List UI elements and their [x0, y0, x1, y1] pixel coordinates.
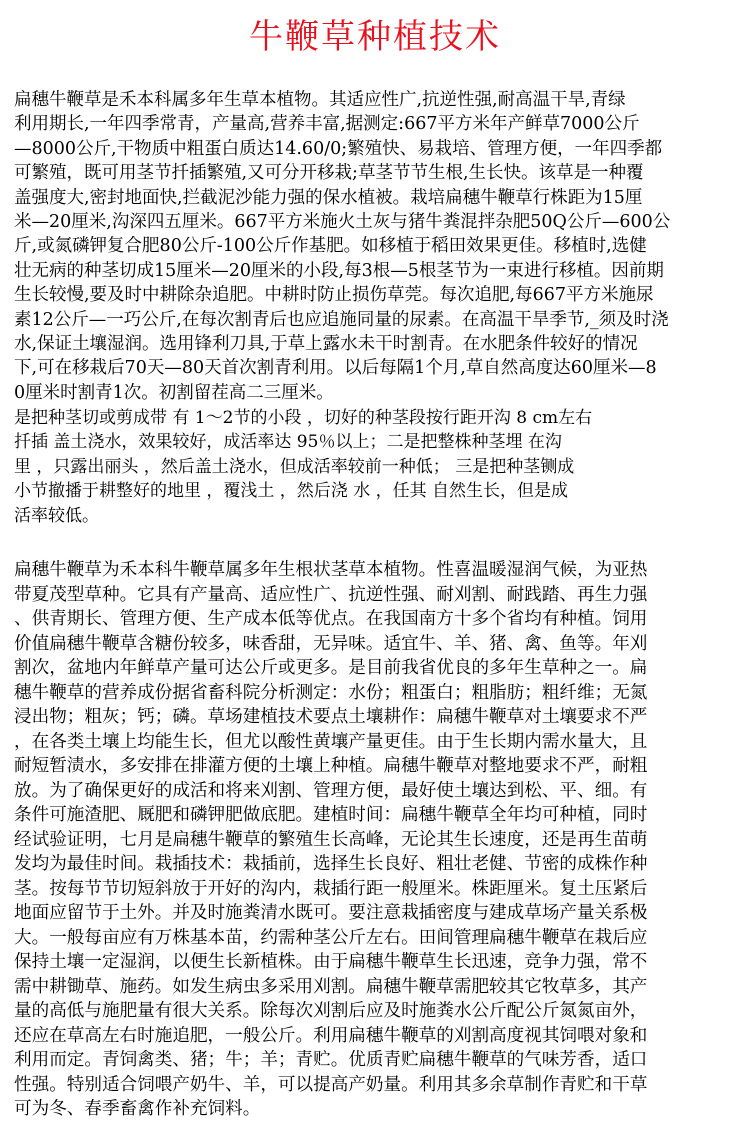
text-line: 下,可在移栽后70天—80天首次割青利用。以后每隔1个月,草自然高度达60厘米—8 [14, 358, 657, 379]
text-line: 发均为最佳时间。栽插技术：栽插前，选择生长良好、粗壮老健、节密的成株作种 [14, 854, 648, 874]
paragraph-cultivation-details [14, 558, 736, 1122]
text-line: 斤,或氮磷钾复合肥80公斤-100公斤作基肥。如移植于稻田效果更佳。移植时,选健 [14, 236, 647, 257]
text-line: 性强。特别适合饲喂产奶牛、羊，可以提高产奶量。利用其多余草制作青贮和干草 [14, 1074, 648, 1095]
text-line: 茎。按每节节切短斜放于开好的沟内，栽插行距一般厘米。株距厘米。复土压紧后 [14, 878, 648, 899]
text-line: 扁穗牛鞭草为禾本科牛鞭草属多年生根状茎草本植物。性喜温暖湿润气候，为亚热 [14, 560, 648, 580]
text-line: 可繁殖，既可用茎节扦插繁殖,又可分开移栽;草茎节节生根,生长快。该草是一种覆 [14, 163, 644, 184]
text-line: 盖强度大,密封地面快,拦截泥沙能力强的保水植被。栽培扁穗牛鞭草行株距为15厘 [14, 187, 643, 208]
text-line: 可为冬、春季畜禽作补充饲料。 [14, 1099, 261, 1119]
text-line: 里 ，只露出丽头 ，然后盖土浇水，但成活率较前一种低； 三是把种茎铡成 [14, 456, 575, 477]
text-line: 0厘米时割青1次。初割留茬高二三厘米。 [14, 382, 334, 403]
text-line: 价值扁穗牛鞭草含糖份较多，味香甜，无异味。适宜牛、羊、猪、禽、鱼等。年刈 [14, 633, 648, 654]
text-line: 浸出物；粗灰；钙；磷。草场建植技术要点土壤耕作：扁穗牛鞭草对土壤要求不严 [14, 707, 648, 727]
text-line: 地面应留节于土外。并及时施粪清水既可。要注意栽插密度与建成草场产量关系极 [14, 903, 648, 923]
paragraph-planting-intro [14, 88, 736, 405]
text-line: —8000公斤,干物质中粗蛋白质达14.60/0;繁殖快、易栽培、管理方便，一年四季都 [14, 138, 663, 159]
text-line: 生长较慢,要及时中耕除杂追肥。中耕时防止损伤草莞。每次追肥,每667平方米施尿 [14, 285, 654, 306]
text-line: 需中耕锄草、施药。如发生病虫多采用刈割。扁穗牛鞭草需肥较其它牧草多，其产 [14, 976, 648, 997]
text-line: 利用期长,一年四季常青，产量高,营养丰富,据测定:667平方米年产鲜草7000公斤 [14, 114, 640, 135]
text-line: 壮无病的种茎切成15厘米—20厘米的小段,每3根—5根茎节为一束进行移植。因前期 [14, 260, 664, 281]
text-line: ，在各类土壤上均能生长，但尤以酸性黄壤产量更佳。由于生长期内需水量大，且 [14, 731, 648, 752]
text-line: 扁穗牛鞭草是禾本科属多年生草本植物。其适应性广,抗逆性强,耐高温干旱,青绿 [14, 90, 626, 110]
text-line: 穗牛鞭草的营养成份据省畜科院分析测定：水份；粗蛋白；粗脂肪；粗纤维；无氮 [14, 682, 648, 703]
text-line: 割次，盆地内年鲜草产量可达公斤或更多。是目前我省优良的多年生草种之一。扁 [14, 658, 648, 678]
text-line: 带夏茂型草种。它具有产量高、适应性广、抗逆性强、耐刈割、耐践踏、再生力强 [14, 584, 648, 605]
text-line: 扦插 盖土浇水，效果较好，成活率达 95％以上；二是把整株种茎埋 在沟 [14, 432, 562, 453]
text-line: 、供青期长、管理方便、生产成本低等优点。在我国南方十多个省均有种植。饲用 [14, 609, 648, 629]
text-line: 水,保证土壤湿润。选用锋利刀具,于草上露水未干时割青。在水肥条件较好的情况 [14, 334, 638, 355]
text-line: 保持土壤一定湿润，以便生长新植株。由于扁穗牛鞭草生长迅速，竞争力强，常不 [14, 952, 648, 972]
text-line: 耐短暂渍水，多安排在排灌方便的土壤上种植。扁穗牛鞭草对整地要求不严，耐粗 [14, 756, 648, 776]
text-line: 利用而定。青饲禽类、猪；牛；羊；青贮。优质青贮扁穗牛鞭草的气味芳香，适口 [14, 1050, 648, 1070]
text-line: 经试验证明，七月是扁穗牛鞭草的繁殖生长高峰，无论其生长速度，还是再生苗萌 [14, 829, 648, 850]
text-line: 放。为了确保更好的成活和将来刈割、管理方便，最好使土壤达到松、平、细。有 [14, 780, 648, 801]
text-line: 量的高低与施肥量有很大关系。除每次刈割后应及时施粪水公斤配公斤氮氮亩外， [14, 1001, 648, 1021]
text-line: 还应在草高左右时施追肥，一般公斤。利用扁穗牛鞭草的刈割高度视其饲喂对象和 [14, 1025, 648, 1046]
text-line: 条件可施渣肥、厩肥和磷钾肥做底肥。建植时间：扁穗牛鞭草全年均可种植，同时 [14, 805, 648, 825]
text-line: 是把种茎切或剪成带 有 1～2节的小段 ，切好的种茎段按行距开沟 8 cm左右 [14, 408, 593, 428]
text-line: 米—20厘米,沟深四五厘米。667平方米施火土灰与猪牛粪混拌杂肥50Q公斤—600公 [14, 212, 671, 233]
text-line: 素12公斤—一巧公斤,在每次割青后也应追施同量的尿素。在高温干旱季节,_须及时浇 [14, 309, 669, 330]
article-title: 牛鞭草种植技术 [249, 17, 501, 57]
text-line: 小节撤播于耕整好的地里 ，覆浅土 ，然后浇 水 ，任其 自然生长，但是成 [14, 481, 569, 502]
paragraph-propagation-methods [14, 406, 736, 528]
text-line: 活率较低。 [14, 505, 99, 526]
text-line: 大。一般每亩应有万株基本苗，约需种茎公斤左右。田间管理扁穗牛鞭草在栽后应 [14, 927, 648, 948]
